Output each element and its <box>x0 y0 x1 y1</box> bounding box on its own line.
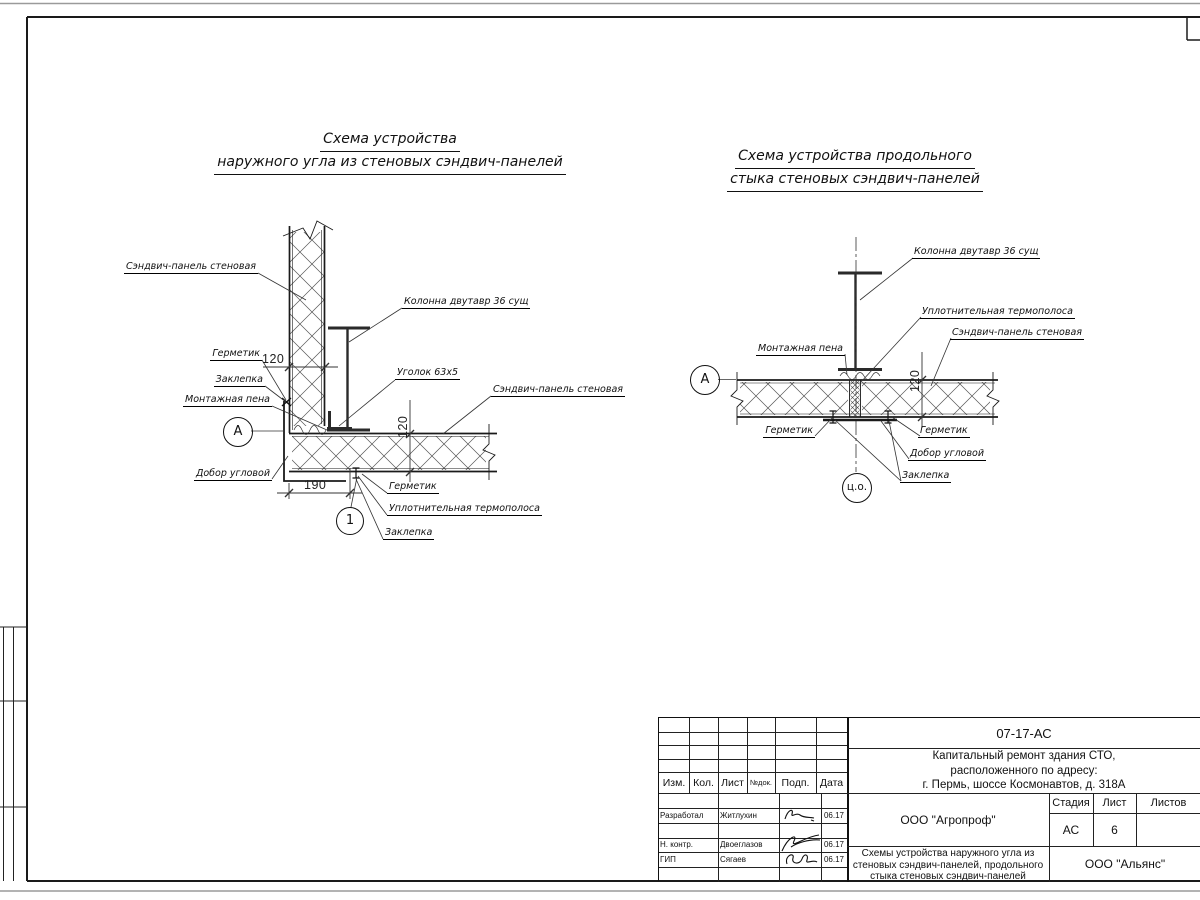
axis-marker: А <box>223 417 253 447</box>
label-sandwich-panel: Сэндвич-панель стеновая <box>493 384 623 395</box>
label-foam: Монтажная пена <box>185 394 270 405</box>
signature <box>781 851 821 869</box>
label-sealant: Герметик <box>765 425 813 436</box>
col-header-izm: Изм. <box>662 776 686 789</box>
row-date: 06.17 <box>823 811 845 820</box>
title-line: Схема устройства <box>320 129 460 152</box>
signature <box>781 806 819 824</box>
row-role: Разработал <box>660 811 704 820</box>
dim-120-vert: 120 <box>396 415 410 438</box>
dim-120-vert: 120 <box>908 369 922 392</box>
foam-squiggle <box>840 373 880 380</box>
doc-number: 07-17-АС <box>996 725 1052 741</box>
longitudinal-joint-drawing <box>718 237 999 481</box>
label-angle: Уголок 63х5 <box>397 367 458 378</box>
project-line: г. Пермь, шоссе Космонавтов, д. 318А <box>922 779 1126 791</box>
row-name: Сягаев <box>720 855 746 864</box>
label-corner-trim: Добор угловой <box>195 468 270 479</box>
sheets-label: Листов <box>1150 797 1187 809</box>
label-sandwich-panel: Сэндвич-панель стеновая <box>952 327 1082 338</box>
label-thermal-strip: Уплотнительная термополоса <box>922 306 1073 317</box>
project-name <box>847 749 1200 793</box>
row-name: Житлухин <box>720 811 757 820</box>
col-header-ndok: №док. <box>750 778 772 787</box>
title-block <box>658 717 1200 881</box>
label-column: Колонна двутавр 36 сущ <box>914 246 1039 257</box>
row-name: Двоеглазов <box>720 840 763 849</box>
sheet-number: 6 <box>1111 822 1118 837</box>
detail-marker: 1 <box>336 507 364 535</box>
stage-label: Стадия <box>1052 797 1090 809</box>
row-date: 06.17 <box>823 840 845 849</box>
org-name: ООО "Агропроф" <box>900 812 996 827</box>
sheet-label: Лист <box>1102 797 1127 809</box>
drawing-title-line: стеновых сэндвич-панелей, продольного <box>852 859 1044 871</box>
drawing-title-line: стыка стеновых сэндвич-панелей <box>870 871 1026 882</box>
title-line: наружного угла из стеновых сэндвич-панелей <box>214 152 566 175</box>
title-line: Схема устройства продольного <box>735 146 975 169</box>
title-line: стыка стеновых сэндвич-панелей <box>727 169 983 192</box>
label-rivet: Заклепка <box>902 470 950 481</box>
center-axis-marker: ц.о. <box>842 473 872 503</box>
label-rivet: Заклепка <box>385 527 433 538</box>
col-header-kol: Кол. <box>693 776 714 789</box>
label-foam: Монтажная пена <box>758 343 843 354</box>
row-role: Н. контр. <box>660 840 694 849</box>
dim-190: 190 <box>304 478 327 492</box>
label-sandwich-panel: Сэндвич-панель стеновая <box>126 261 256 272</box>
col-header-list: Лист <box>721 776 744 789</box>
drawing-title <box>847 848 1049 882</box>
label-thermal-strip: Уплотнительная термополоса <box>389 503 540 514</box>
left-margin-table <box>0 627 27 881</box>
panel-hatch-left <box>740 382 848 415</box>
label-sealant: Герметик <box>920 425 968 436</box>
label-corner-trim: Добор угловой <box>910 448 985 459</box>
vertical-panel-hatch <box>290 232 324 426</box>
project-line: расположенного по адресу: <box>950 764 1098 777</box>
top-right-stamp-box <box>1187 18 1200 40</box>
label-column: Колонна двутавр 36 сущ <box>404 296 529 307</box>
axis-marker: А <box>690 365 720 395</box>
dim-120: 120 <box>262 352 285 366</box>
corner-detail-drawing <box>251 221 497 539</box>
thermal-strip-hatch <box>851 381 860 416</box>
right-diagram-title <box>655 146 1055 192</box>
leader-lines <box>251 273 491 539</box>
label-sealant: Герметик <box>212 348 260 359</box>
left-diagram-title <box>170 129 610 175</box>
label-sealant: Герметик <box>389 481 437 492</box>
i-beam-column-section <box>327 328 370 430</box>
horizontal-panel-hatch <box>292 436 486 470</box>
stage-value: АС <box>1062 822 1080 837</box>
project-line: Капитальный ремонт здания СТО, <box>932 750 1116 762</box>
col-header-podp: Подп. <box>781 776 810 789</box>
row-role: ГИП <box>660 855 676 864</box>
row-date: 06.17 <box>823 855 845 864</box>
label-rivet: Заклепка <box>215 374 263 385</box>
panel-hatch-right <box>862 382 990 415</box>
contractor-name: ООО "Альянс" <box>1084 857 1166 871</box>
col-header-data: Дата <box>819 776 844 789</box>
drawing-title-line: Схемы устройства наружного угла из <box>861 848 1035 859</box>
